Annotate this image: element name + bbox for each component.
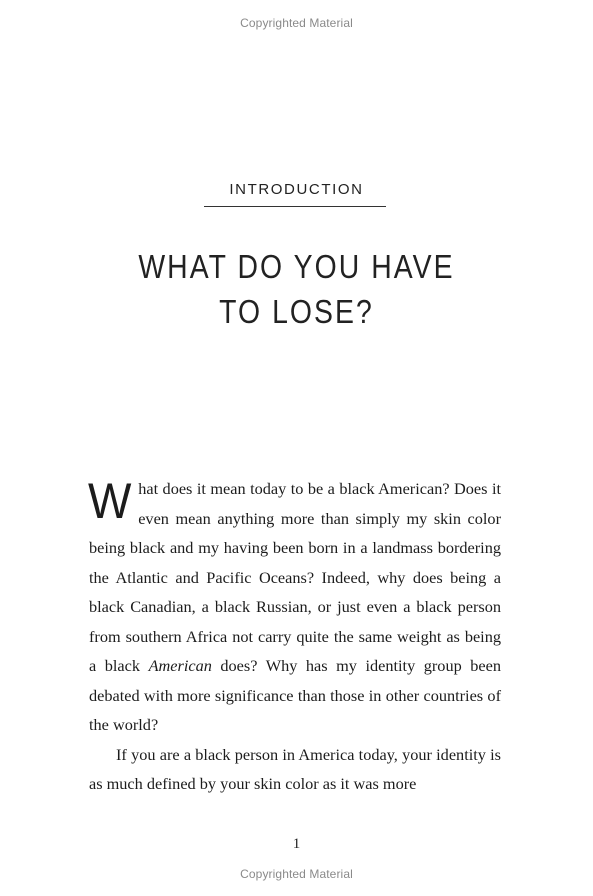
copyright-watermark-top: Copyrighted Material (240, 16, 353, 30)
page-number: 1 (292, 836, 301, 852)
chapter-label: INTRODUCTION (229, 181, 364, 198)
chapter-title-line-2: TO LOSE? (219, 293, 374, 330)
paragraph-1-emphasis: American (148, 656, 212, 675)
copyright-watermark-bottom: Copyrighted Material (240, 867, 353, 881)
chapter-title (42, 244, 552, 334)
body-text (89, 474, 501, 799)
chapter-title-line-1: WHAT DO YOU HAVE (138, 248, 455, 285)
paragraph-1 (89, 474, 501, 740)
drop-cap: W (88, 473, 132, 529)
paragraph-1-text-a: hat does it mean today to be a black American? Does it even mean anything more than simply my skin color being black and my having been born in a landmass bordering the Atlantic and Pacific Oceans? Indeed, why does being a black Canadian, a black Russian, or just even a black person from southern Africa not carry quite the same weight as being a black (89, 479, 501, 675)
chapter-rule (204, 206, 386, 207)
paragraph-2: If you are a black person in America today, your identity is as much defined by your skin color as it was more (89, 744, 501, 793)
paragraph-1-text-b: does? Why has my identity group been debated with more significance than those in other countries of the world? (89, 656, 502, 734)
